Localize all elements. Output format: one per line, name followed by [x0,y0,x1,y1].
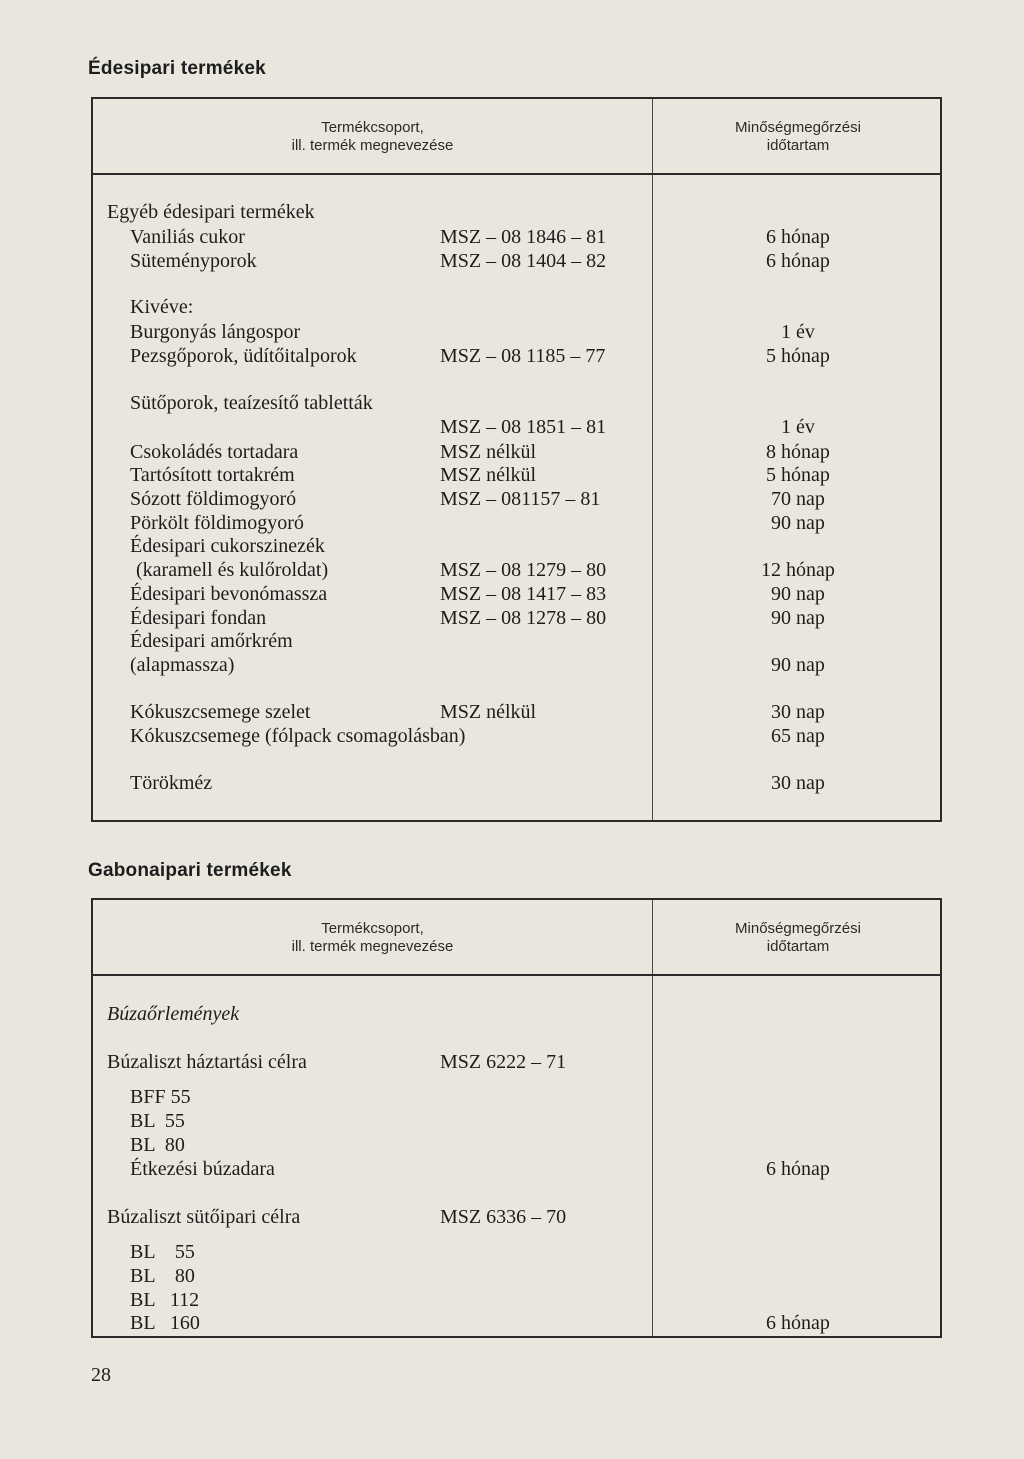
table-row: BL 55 [130,1110,185,1132]
header-divider [93,173,940,175]
confectionery-table [91,97,942,822]
table-row: Búzaliszt sütőipari célra MSZ 6336 – 70 [107,1206,567,1228]
page-number: 28 [91,1364,111,1386]
table-row: Törökméz 30 nap [130,772,825,794]
table-row: Tartósított tortakrém MSZ nélkül 5 hónap [130,464,830,486]
section-title-confectionery: Édesipari termékek [88,58,266,79]
table-row: Búzaőrlemények [107,1003,240,1025]
table-row: Búzaliszt háztartási célra MSZ 6222 – 71 [107,1051,567,1073]
table-row: BL 80 [130,1265,195,1287]
table-row: Édesipari cukorszinezék [130,535,325,557]
table-row: MSZ – 08 1851 – 81 1 év [440,416,815,438]
header-product-group: Termékcsoport, ill. termék megnevezése [291,920,454,955]
header-shelf-life: Minőségmegőrzési időtartam [735,920,861,955]
header-shelf-life: Minőségmegőrzési időtartam [735,119,861,154]
table-row: (alapmassza) 90 nap [130,654,825,676]
table-row: Vaniliás cukor MSZ – 08 1846 – 81 6 hónap [130,226,830,248]
table-row: BL 80 [130,1134,185,1156]
table-row: Burgonyás lángospor 1 év [130,321,815,343]
table-row: Sózott földimogyoró MSZ – 081157 – 81 70 nap [130,488,825,510]
header-product-group: Termékcsoport, ill. termék megnevezése [291,119,454,154]
table-row: Édesipari amőrkrém [130,630,293,652]
table-row: Pezsgőporok, üdítőitalporok MSZ – 08 1185 – 77 5 hónap [130,345,830,367]
table-row: BL 112 [130,1289,200,1311]
section-title-cereal: Gabonaipari termékek [88,860,292,881]
table-row: BL 55 [130,1241,195,1263]
table-row: Csokoládés tortadara MSZ nélkül 8 hónap [130,441,830,463]
cereal-table [91,898,942,1338]
table-row: Kókuszcsemege szelet MSZ nélkül 30 nap [130,701,825,723]
table-row: Kivéve: [130,296,194,318]
table-row: Sütőporok, teaízesítő tabletták [130,392,373,414]
table-row: Süteményporok MSZ – 08 1404 – 82 6 hónap [130,250,830,272]
table-row: BFF 55 [130,1086,191,1108]
table-row: Étkezési búzadara 6 hónap [130,1158,830,1180]
table-row: Édesipari fondan MSZ – 08 1278 – 80 90 nap [130,607,825,629]
header-divider [93,974,940,976]
table-row: Édesipari bevonómassza MSZ – 08 1417 – 83 90 nap [130,583,825,605]
table-row: Egyéb édesipari termékek [107,201,315,223]
table-row: Pörkölt földimogyoró 90 nap [130,512,825,534]
table-row: BL 160 6 hónap [130,1312,830,1334]
table-row: (karamell és kulőroldat) MSZ – 08 1279 – 80 12 hónap [136,559,835,581]
table-row: Kókuszcsemege (fólpack csomagolásban) 65 nap [130,725,825,747]
